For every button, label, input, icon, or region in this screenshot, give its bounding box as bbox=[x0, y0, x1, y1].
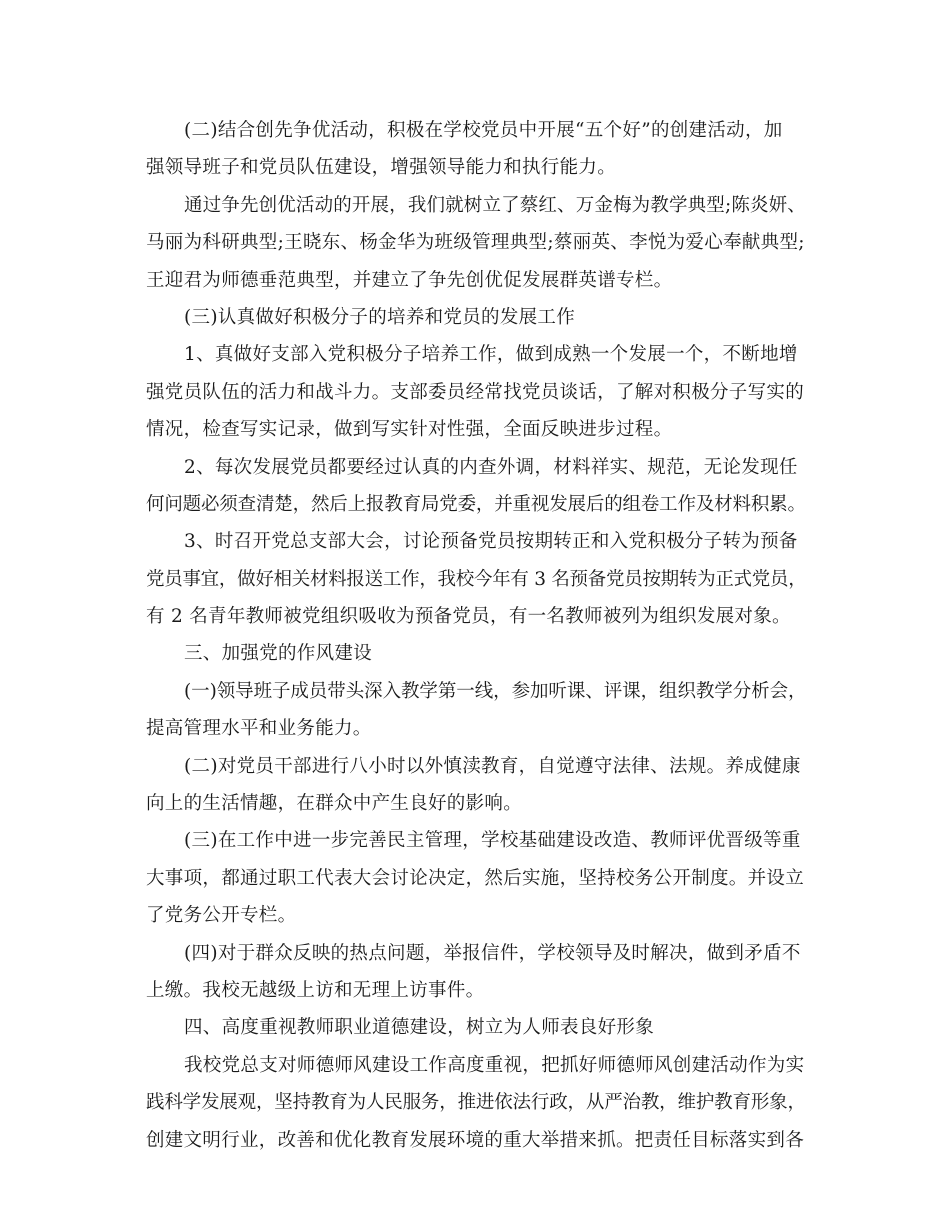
text-line: 有 2 名青年教师被党组织吸收为预备党员，有一名教师被列为组织发展对象。 bbox=[146, 606, 791, 628]
text-line: 了党务公开专栏。 bbox=[146, 905, 297, 927]
text-line: 强领导班子和党员队伍建设，增强领导能力和执行能力。 bbox=[146, 157, 617, 179]
text-line: (三)在工作中进一步完善民主管理，学校基础建设改造、教师评优晋级等重 bbox=[184, 830, 801, 852]
text-line: 2、每次发展党员都要经过认真的内查外调，材料祥实、规范，无论发现任 bbox=[184, 456, 798, 478]
text-line: 上缴。我校无越级上访和无理上访事件。 bbox=[146, 979, 485, 1001]
text-line: 践科学发展观，坚持教育为人民服务，推进依法行政，从严治教，维护教育形象， bbox=[146, 1092, 806, 1114]
text-line: 王迎君为师德垂范典型，并建立了争先创优促发展群英谱专栏。 bbox=[146, 269, 673, 291]
text-line: 3、时召开党总支部大会，讨论预备党员按期转正和入党积极分子转为预备 bbox=[184, 531, 798, 553]
text-line: 通过争先创优活动的开展，我们就树立了蔡红、万金梅为教学典型;陈炎妍、 bbox=[184, 194, 806, 216]
text-line: (四)对于群众反映的热点问题，举报信件，学校领导及时解决，做到矛盾不 bbox=[184, 942, 801, 964]
text-line: 1、真做好支部入党积极分子培养工作，做到成熟一个发展一个，不断地增 bbox=[184, 344, 798, 366]
text-line: 党员事宜，做好相关材料报送工作，我校今年有 3 名预备党员按期转为正式党员， bbox=[146, 568, 807, 590]
text-line: 四、高度重视教师职业道德建设，树立为人师表良好形象 bbox=[184, 1017, 655, 1039]
text-line: 我校党总支对师德师风建设工作高度重视，把抓好师德师风创建活动作为实 bbox=[184, 1054, 805, 1076]
text-line: 马丽为科研典型;王晓东、杨金华为班级管理典型;蔡丽英、李悦为爱心奉献典型; bbox=[146, 232, 805, 254]
text-line: 何问题必须查清楚，然后上报教育局党委，并重视发展后的组卷工作及材料积累。 bbox=[146, 493, 806, 515]
text-line: (二)对党员干部进行八小时以外慎渎教育，自觉遵守法律、法规。养成健康 bbox=[184, 755, 801, 777]
text-line: (一)领导班子成员带头深入教学第一线，参加听课、评课，组织教学分析会， bbox=[184, 680, 807, 702]
text-line: 创建文明行业，改善和优化教育发展环境的重大举措来抓。把责任目标落实到各 bbox=[146, 1129, 805, 1151]
text-line: 情况，检查写实记录，做到写实针对性强，全面反映进步过程。 bbox=[146, 419, 673, 441]
text-line: (三)认真做好积极分子的培养和党员的发展工作 bbox=[184, 306, 576, 328]
text-line: (二)结合创先争优活动，积极在学校党员中开展“五个好”的创建活动，加 bbox=[184, 120, 783, 141]
document-body bbox=[146, 112, 806, 1159]
text-line: 提高管理水平和业务能力。 bbox=[146, 718, 372, 740]
text-line: 三、加强党的作风建设 bbox=[184, 643, 373, 665]
text-line: 强党员队伍的活力和战斗力。支部委员经常找党员谈话，了解对积极分子写实的 bbox=[146, 381, 805, 403]
text-line: 大事项，都通过职工代表大会讨论决定，然后实施，坚持校务公开制度。并设立 bbox=[146, 867, 805, 889]
text-line: 向上的生活情趣，在群众中产生良好的影响。 bbox=[146, 793, 523, 815]
